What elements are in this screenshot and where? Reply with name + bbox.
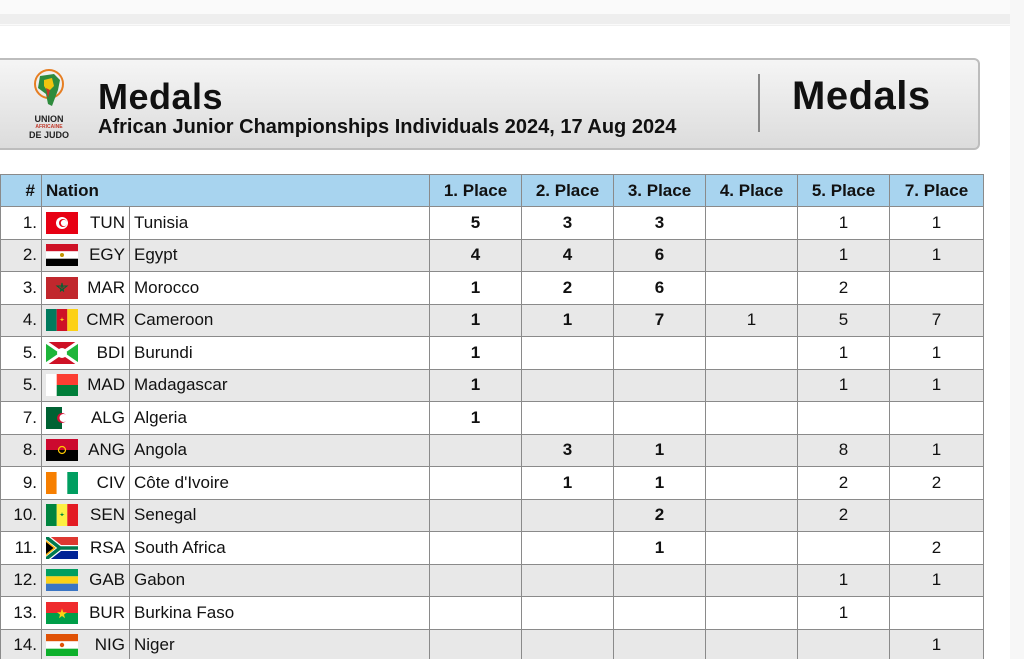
place-7-cell: 1: [890, 207, 984, 240]
tunisia-flag-icon: [46, 212, 78, 234]
nation-morocco[interactable]: Morocco: [130, 272, 430, 305]
place-4-cell: [706, 207, 798, 240]
gabon-flag-icon: [46, 569, 78, 591]
place-4-cell: [706, 239, 798, 272]
nation-burundi[interactable]: Burundi: [130, 337, 430, 370]
place-1-cell: 4: [430, 239, 522, 272]
place-1-cell: 1: [430, 337, 522, 370]
place-3-cell: [614, 337, 706, 370]
place-1-cell: 5: [430, 207, 522, 240]
rank-cell: 1.: [1, 207, 42, 240]
place-7-cell: [890, 272, 984, 305]
place-1-cell: 1: [430, 272, 522, 305]
place-7-cell: [890, 402, 984, 435]
place-4-cell: [706, 434, 798, 467]
algeria-flag-icon: [46, 407, 78, 429]
place-7-cell: 7: [890, 304, 984, 337]
place-3-cell: 1: [614, 467, 706, 500]
place-5-cell: [798, 402, 890, 435]
place-7-cell: 1: [890, 629, 984, 659]
flag-code-cell: [42, 207, 130, 240]
place-4-cell: 1: [706, 304, 798, 337]
place-4-cell: [706, 597, 798, 630]
table-row: [1, 467, 984, 500]
rank-cell: 5.: [1, 337, 42, 370]
country-code: ANG: [88, 440, 125, 460]
place-5-cell: 2: [798, 272, 890, 305]
table-row: [1, 629, 984, 659]
country-code: MAR: [87, 277, 125, 297]
nation-angola[interactable]: Angola: [130, 434, 430, 467]
nation-gabon[interactable]: Gabon: [130, 564, 430, 597]
column-header-place-3[interactable]: 3. Place: [614, 175, 706, 207]
nation-egypt[interactable]: Egypt: [130, 239, 430, 272]
rank-cell: 10.: [1, 499, 42, 532]
madagascar-flag-icon: [46, 374, 78, 396]
place-4-cell: [706, 629, 798, 659]
burundi-flag-icon: [46, 342, 78, 364]
morocco-flag-icon: [46, 277, 78, 299]
place-2-cell: [522, 337, 614, 370]
column-header-nation[interactable]: Nation: [42, 175, 430, 207]
place-1-cell: [430, 434, 522, 467]
place-5-cell: 1: [798, 239, 890, 272]
place-1-cell: [430, 467, 522, 500]
angola-flag-icon: [46, 439, 78, 461]
place-2-cell: 2: [522, 272, 614, 305]
niger-flag-icon: [46, 634, 78, 656]
place-5-cell: [798, 629, 890, 659]
logo-line-1: UNION: [34, 114, 64, 124]
column-header-place-4[interactable]: 4. Place: [706, 175, 798, 207]
flag-code-cell: [42, 337, 130, 370]
place-2-cell: [522, 402, 614, 435]
place-5-cell: 1: [798, 564, 890, 597]
nation-burkina-faso[interactable]: Burkina Faso: [130, 597, 430, 630]
place-3-cell: [614, 629, 706, 659]
place-3-cell: [614, 369, 706, 402]
place-5-cell: 8: [798, 434, 890, 467]
place-3-cell: 7: [614, 304, 706, 337]
table-row: [1, 369, 984, 402]
place-2-cell: 3: [522, 434, 614, 467]
place-1-cell: [430, 629, 522, 659]
place-4-cell: [706, 369, 798, 402]
place-2-cell: [522, 597, 614, 630]
place-5-cell: 5: [798, 304, 890, 337]
table-row: [1, 564, 984, 597]
country-code: TUN: [90, 212, 125, 232]
flag-code-cell: [42, 499, 130, 532]
table-row: [1, 532, 984, 565]
rank-cell: 5.: [1, 369, 42, 402]
place-7-cell: 1: [890, 434, 984, 467]
logo-text: [26, 114, 72, 140]
place-1-cell: 1: [430, 402, 522, 435]
country-code: BUR: [89, 602, 125, 622]
rank-cell: 11.: [1, 532, 42, 565]
place-5-cell: [798, 532, 890, 565]
column-header-place-5[interactable]: 5. Place: [798, 175, 890, 207]
cameroon-flag-icon: [46, 309, 78, 331]
place-2-cell: [522, 369, 614, 402]
column-header-place-7[interactable]: 7. Place: [890, 175, 984, 207]
place-1-cell: 1: [430, 369, 522, 402]
place-4-cell: [706, 337, 798, 370]
union-africaine-judo-logo: [26, 68, 72, 144]
country-code: MAD: [87, 375, 125, 395]
medals-header: [0, 58, 980, 150]
place-5-cell: 1: [798, 337, 890, 370]
place-2-cell: 1: [522, 304, 614, 337]
nation-cameroon[interactable]: Cameroon: [130, 304, 430, 337]
nation-c-te-d-ivoire[interactable]: Côte d'Ivoire: [130, 467, 430, 500]
table-row: [1, 207, 984, 240]
rank-cell: 7.: [1, 402, 42, 435]
place-5-cell: 2: [798, 499, 890, 532]
browser-top-bar: [0, 0, 1024, 26]
place-5-cell: 1: [798, 597, 890, 630]
place-4-cell: [706, 499, 798, 532]
place-4-cell: [706, 532, 798, 565]
page-subtitle: African Junior Championships Individuals 2024, 17 Aug 2024: [98, 116, 677, 138]
medals-table: [0, 174, 984, 659]
place-4-cell: [706, 402, 798, 435]
flag-code-cell: [42, 402, 130, 435]
place-5-cell: 1: [798, 369, 890, 402]
place-2-cell: [522, 499, 614, 532]
place-1-cell: 1: [430, 304, 522, 337]
flag-code-cell: [42, 597, 130, 630]
flag-code-cell: [42, 629, 130, 659]
table-row: [1, 499, 984, 532]
logo-line-2: AFRICAINE: [35, 124, 63, 130]
egypt-flag-icon: [46, 244, 78, 266]
logo-line-3: DE JUDO: [28, 130, 69, 140]
place-3-cell: 1: [614, 532, 706, 565]
place-7-cell: 1: [890, 239, 984, 272]
flag-code-cell: [42, 467, 130, 500]
place-1-cell: [430, 532, 522, 565]
flag-code-cell: [42, 239, 130, 272]
flag-code-cell: [42, 304, 130, 337]
burkina-faso-flag-icon: [46, 602, 78, 624]
country-code: CIV: [96, 472, 125, 492]
flag-code-cell: [42, 369, 130, 402]
place-7-cell: 1: [890, 337, 984, 370]
header-divider: [758, 74, 760, 132]
place-7-cell: 2: [890, 467, 984, 500]
country-code: BDI: [96, 342, 125, 362]
country-code: EGY: [89, 245, 125, 265]
senegal-flag-icon: [46, 504, 78, 526]
flag-code-cell: [42, 434, 130, 467]
rank-cell: 4.: [1, 304, 42, 337]
cote-divoire-flag-icon: [46, 472, 78, 494]
table-row: [1, 239, 984, 272]
place-2-cell: [522, 629, 614, 659]
table-row: [1, 304, 984, 337]
country-code: GAB: [89, 570, 125, 590]
country-code: CMR: [86, 310, 125, 330]
rank-cell: 14.: [1, 629, 42, 659]
rank-cell: 9.: [1, 467, 42, 500]
column-header-place-1[interactable]: 1. Place: [430, 175, 522, 207]
top-strip: [0, 14, 1024, 24]
table-header-row: [1, 175, 984, 207]
page-title-right: Medals: [792, 74, 931, 118]
place-3-cell: 6: [614, 272, 706, 305]
place-3-cell: 1: [614, 434, 706, 467]
country-code: RSA: [90, 537, 125, 557]
place-7-cell: 2: [890, 532, 984, 565]
country-code: ALG: [90, 407, 125, 427]
place-2-cell: 4: [522, 239, 614, 272]
rank-cell: 2.: [1, 239, 42, 272]
place-4-cell: [706, 272, 798, 305]
place-2-cell: [522, 532, 614, 565]
column-header-place-2[interactable]: 2. Place: [522, 175, 614, 207]
table-row: [1, 337, 984, 370]
place-5-cell: 2: [798, 467, 890, 500]
place-1-cell: [430, 597, 522, 630]
place-3-cell: [614, 564, 706, 597]
place-7-cell: 1: [890, 564, 984, 597]
nation-algeria[interactable]: Algeria: [130, 402, 430, 435]
africa-map-icon: [30, 68, 68, 112]
place-3-cell: 2: [614, 499, 706, 532]
nation-tunisia[interactable]: Tunisia: [130, 207, 430, 240]
place-3-cell: [614, 402, 706, 435]
rank-cell: 13.: [1, 597, 42, 630]
place-4-cell: [706, 467, 798, 500]
place-3-cell: 3: [614, 207, 706, 240]
flag-code-cell: [42, 272, 130, 305]
place-1-cell: [430, 499, 522, 532]
page-title: Medals: [98, 76, 224, 117]
place-5-cell: 1: [798, 207, 890, 240]
rank-cell: 12.: [1, 564, 42, 597]
rank-cell: 3.: [1, 272, 42, 305]
column-header-rank[interactable]: #: [1, 175, 42, 207]
place-1-cell: [430, 564, 522, 597]
south-africa-flag-icon: [46, 537, 78, 559]
place-3-cell: [614, 597, 706, 630]
place-2-cell: [522, 564, 614, 597]
table-row: [1, 434, 984, 467]
table-row: [1, 597, 984, 630]
table-row: [1, 402, 984, 435]
country-code: NIG: [94, 635, 125, 655]
country-code: SEN: [90, 505, 125, 525]
flag-code-cell: [42, 564, 130, 597]
place-2-cell: 3: [522, 207, 614, 240]
place-4-cell: [706, 564, 798, 597]
place-7-cell: [890, 499, 984, 532]
table-row: [1, 272, 984, 305]
place-7-cell: 1: [890, 369, 984, 402]
nation-senegal[interactable]: Senegal: [130, 499, 430, 532]
flag-code-cell: [42, 532, 130, 565]
nation-niger[interactable]: Niger: [130, 629, 430, 659]
rank-cell: 8.: [1, 434, 42, 467]
place-7-cell: [890, 597, 984, 630]
place-3-cell: 6: [614, 239, 706, 272]
place-2-cell: 1: [522, 467, 614, 500]
scrollbar[interactable]: [1010, 0, 1024, 659]
nation-south-africa[interactable]: South Africa: [130, 532, 430, 565]
nation-madagascar[interactable]: Madagascar: [130, 369, 430, 402]
